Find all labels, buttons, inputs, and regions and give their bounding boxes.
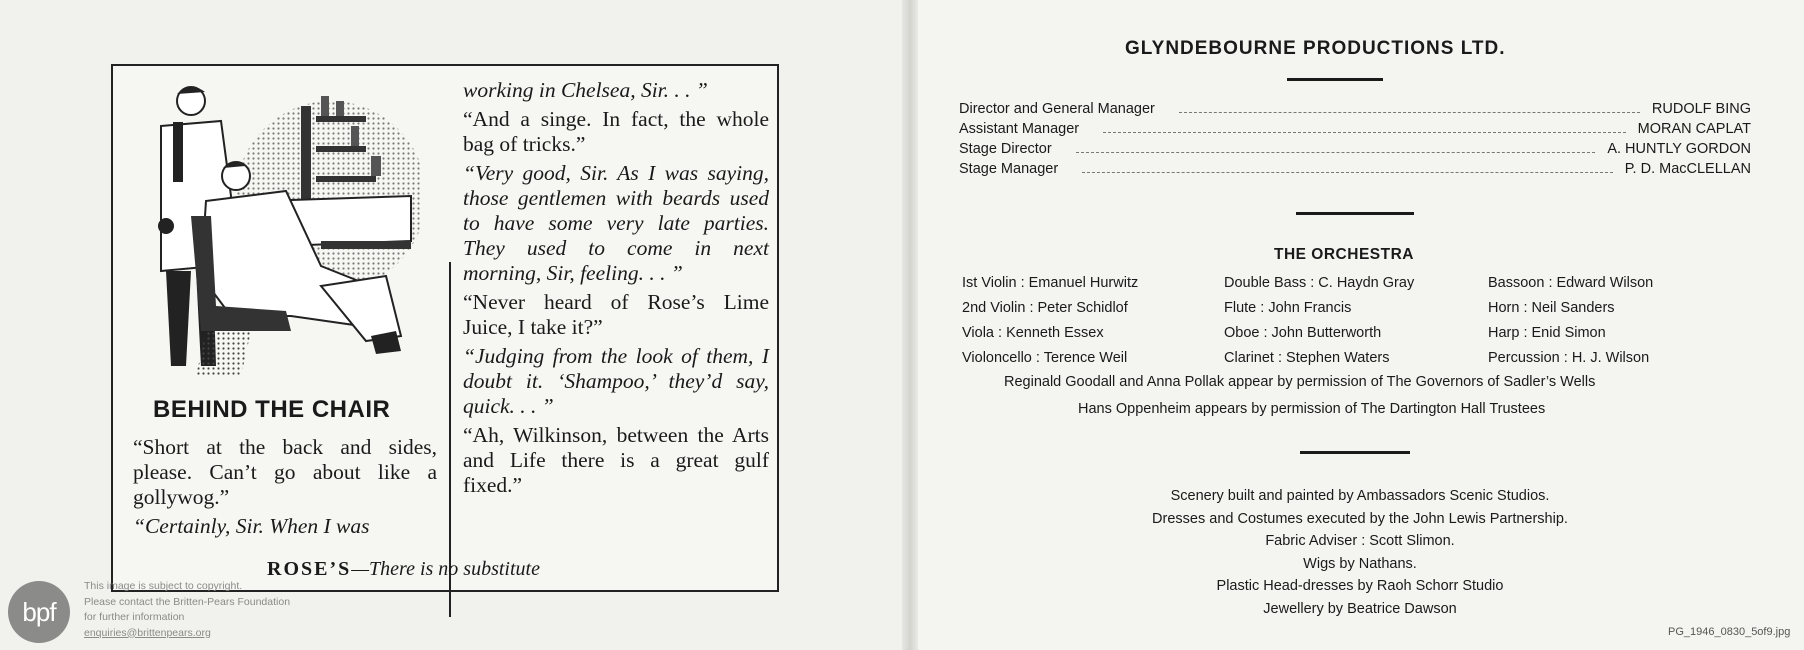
advert-paragraph: “Ah, Wilkinson, between the Arts and Life there is a great gulf fixed.” — [463, 423, 769, 497]
barber-illustration-icon — [121, 76, 421, 376]
credit-line: Jewellery by Beatrice Dawson — [1263, 600, 1457, 617]
advert-paragraph: “Very good, Sir. As I was saying, those gentlemen with beards used to have some very late parties. They used to come in next morning, Sir, feeling. . . ” — [463, 161, 769, 285]
permission-note: Hans Oppenheim appears by permission of The Dartington Hall Trustees — [1078, 401, 1546, 417]
orchestra-column — [1488, 271, 1653, 371]
advert-paragraph: “Short at the back and sides, please. Can’t go about like a gollywog.” — [133, 435, 437, 509]
staff-row — [959, 139, 1751, 159]
staff-role: Director and General Manager — [959, 101, 1155, 117]
orchestra-member: Horn : Neil Sanders — [1488, 300, 1615, 316]
orchestra-member: Percussion : H. J. Wilson — [1488, 350, 1650, 366]
staff-list — [959, 99, 1751, 179]
staff-row — [959, 119, 1751, 139]
advert-paragraph: “Never heard of Rose’s Lime Juice, I take it?” — [463, 290, 769, 339]
divider-rule — [1296, 212, 1414, 215]
advert-footer — [267, 558, 540, 581]
image-filename: PG_1946_0830_5of9.jpg — [1668, 626, 1791, 638]
orchestra-column — [962, 271, 1138, 371]
orchestra-member: Bassoon : Edward Wilson — [1488, 275, 1654, 291]
copyright-notice — [84, 579, 290, 641]
divider-rule — [1300, 451, 1410, 454]
staff-name: A. HUNTLY GORDON — [1607, 141, 1751, 157]
orchestra-member: Harp : Enid Simon — [1488, 325, 1606, 341]
credit-line: Dresses and Costumes executed by the John Lewis Partnership. — [1152, 510, 1568, 527]
brand-slogan: —There is no substitute — [351, 558, 540, 580]
credit-line: Fabric Adviser : Scott Slimon. — [1265, 533, 1455, 549]
copyright-email-link[interactable]: enquiries@brittenpears.org — [84, 626, 211, 639]
credit-line: Wigs by Nathans. — [1303, 555, 1417, 572]
brand-name: ROSE’S — [267, 558, 352, 580]
dot-leader — [1179, 112, 1640, 113]
dot-leader — [1082, 172, 1613, 173]
staff-name: MORAN CAPLAT — [1637, 121, 1751, 137]
staff-role: Assistant Manager — [959, 121, 1080, 137]
advert-paragraph: “And a singe. In fact, the whole bag of tricks.” — [463, 107, 769, 156]
roses-advert — [111, 64, 779, 592]
orchestra-member: 2nd Violin : Peter Schidlof — [962, 300, 1128, 316]
advert-paragraph: “Judging from the look of them, I doubt it. ‘Shampoo,’ they’d say, quick. . . ” — [463, 344, 769, 418]
dot-leader — [1076, 152, 1596, 153]
divider-rule — [1287, 78, 1383, 81]
bpf-logo: bpf — [8, 581, 70, 643]
orchestra-member: Double Bass : C. Haydn Gray — [1224, 275, 1415, 291]
staff-row — [959, 159, 1751, 179]
staff-name: P. D. MacCLELLAN — [1624, 161, 1751, 177]
orchestra-title: THE ORCHESTRA — [1274, 246, 1414, 263]
permission-note: Reginald Goodall and Anna Pollak appear by permission of The Governors of Sadler’s Wells — [1004, 374, 1596, 390]
dot-leader — [1103, 132, 1626, 133]
copyright-line: This image is subject to copyright. — [84, 580, 243, 592]
company-title: GLYNDEBOURNE PRODUCTIONS LTD. — [1125, 38, 1506, 59]
orchestra-member: Oboe : John Butterworth — [1224, 325, 1382, 341]
copyright-line: for further information — [84, 611, 185, 623]
copyright-line: Please contact the Britten-Pears Foundation — [84, 595, 291, 608]
production-credits — [1060, 485, 1660, 620]
staff-role: Stage Director — [959, 141, 1052, 157]
advert-paragraph: working in Chelsea, Sir. . . ” — [463, 78, 708, 102]
advert-paragraph: “Certainly, Sir. When I was — [133, 514, 370, 538]
advert-column-right — [463, 78, 769, 502]
orchestra-member: Ist Violin : Emanuel Hurwitz — [962, 275, 1139, 291]
orchestra-member: Flute : John Francis — [1224, 300, 1352, 316]
staff-role: Stage Manager — [959, 161, 1059, 177]
orchestra-member: Viola : Kenneth Essex — [962, 325, 1104, 341]
orchestra-column — [1224, 271, 1414, 371]
advert-heading: BEHIND THE CHAIR — [153, 396, 391, 423]
page-gutter — [902, 0, 918, 650]
advert-column-left — [133, 435, 437, 543]
orchestra-member: Clarinet : Stephen Waters — [1224, 350, 1390, 366]
staff-row — [959, 99, 1751, 119]
credit-line: Scenery built and painted by Ambassadors Scenic Studios. — [1170, 488, 1550, 504]
staff-name: RUDOLF BING — [1651, 101, 1751, 117]
orchestra-member: Violoncello : Terence Weil — [962, 350, 1128, 366]
credit-line: Plastic Head-dresses by Raoh Schorr Studio — [1216, 578, 1504, 594]
